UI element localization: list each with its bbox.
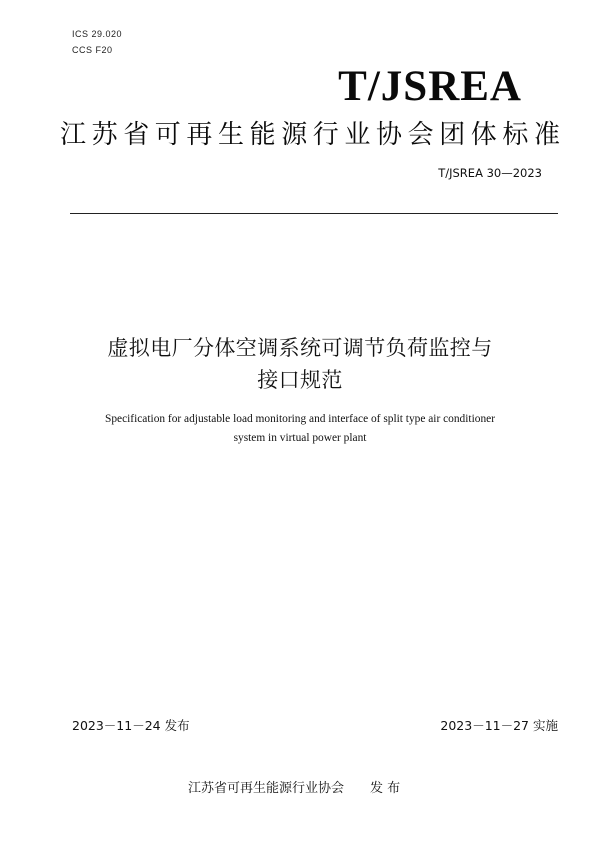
ccs-code: CCS F20: [72, 45, 113, 55]
publisher-line: [188, 777, 400, 796]
publish-label: 发 布: [370, 781, 401, 796]
document-title-cn-line2: 接口规范: [257, 368, 343, 392]
document-title-en-line2: system in virtual power plant: [233, 432, 367, 444]
standard-number: T/JSREA 30—2023: [438, 166, 542, 180]
implementation-date: 2023－11－27 实施: [440, 718, 558, 733]
document-title-cn-line1: 虚拟电厂分体空调系统可调节负荷监控与: [107, 336, 493, 360]
document-title-en-line1: Specification for adjustable load monitoring and interface of split type air conditioner: [104, 413, 495, 425]
association-standard-title: 江苏省可再生能源行业协会团体标准: [60, 120, 566, 150]
publisher-name: 江苏省可再生能源行业协会: [188, 781, 345, 796]
header-divider: [70, 213, 558, 214]
issue-date: 2023－11－24 发布: [72, 718, 190, 733]
standard-brand-logo: T/JSREA: [338, 63, 522, 110]
ics-code: ICS 29.020: [72, 29, 123, 39]
